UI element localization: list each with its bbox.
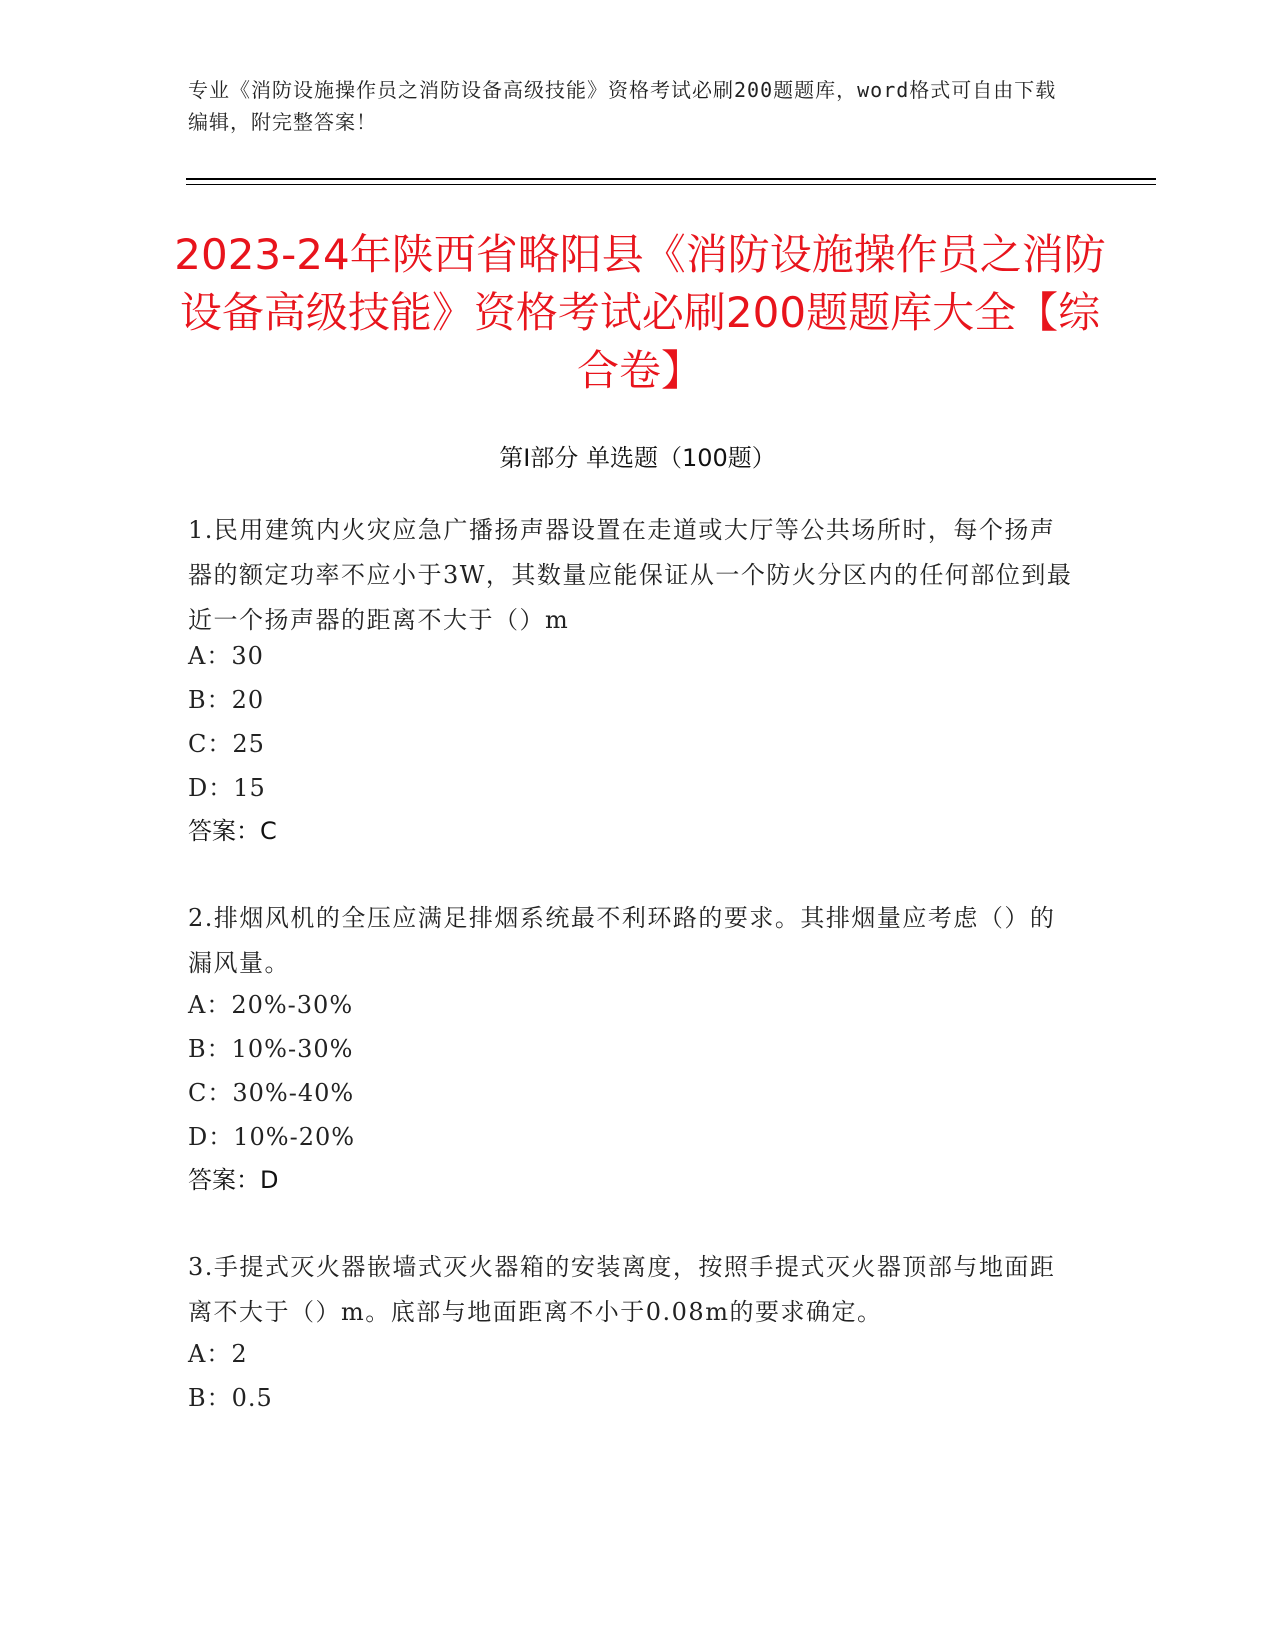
question-option: C：25	[188, 730, 265, 758]
question-option: C：30%-40%	[188, 1079, 355, 1107]
header-note: 专业《消防设施操作员之消防设备高级技能》资格考试必刷200题题库，word格式可自由下载编辑，附完整答案！	[188, 78, 1057, 134]
header-divider	[186, 178, 1156, 180]
answer-label: 答案：D	[188, 1166, 279, 1194]
question-text: 3.手提式灭火器嵌墙式灭火器箱的安装离度，按照手提式灭火器顶部与地面距离不大于（）m。底部与地面距离不小于0.08m的要求确定。	[188, 1253, 1056, 1326]
question-option: B：20	[188, 686, 265, 714]
question-option: B：0.5	[188, 1384, 273, 1412]
answer-label: 答案：C	[188, 817, 277, 845]
question-text: 1.民用建筑内火灾应急广播扬声器设置在走道或大厅等公共场所时，每个扬声器的额定功率不应小于3W，其数量应能保证从一个防火分区内的任何部位到最近一个扬声器的距离不大于（）m	[188, 516, 1073, 634]
header-divider-thin	[186, 184, 1156, 185]
question-text: 2.排烟风机的全压应满足排烟系统最不利环路的要求。其排烟量应考虑（）的漏风量。	[188, 904, 1056, 977]
question-option: B：10%-30%	[188, 1035, 354, 1063]
question-option: A：2	[188, 1340, 248, 1368]
question-option: A：20%-30%	[188, 991, 354, 1019]
question-option: D：10%-20%	[188, 1123, 356, 1151]
question-option: A：30	[188, 642, 264, 670]
section-heading: 第Ⅰ部分 单选题（100题）	[499, 444, 776, 472]
question-option: D：15	[188, 774, 266, 802]
document-title: 2023-24年陕西省略阳县《消防设施操作员之消防设备高级技能》资格考试必刷200题题库大全【综合卷】	[174, 230, 1106, 395]
